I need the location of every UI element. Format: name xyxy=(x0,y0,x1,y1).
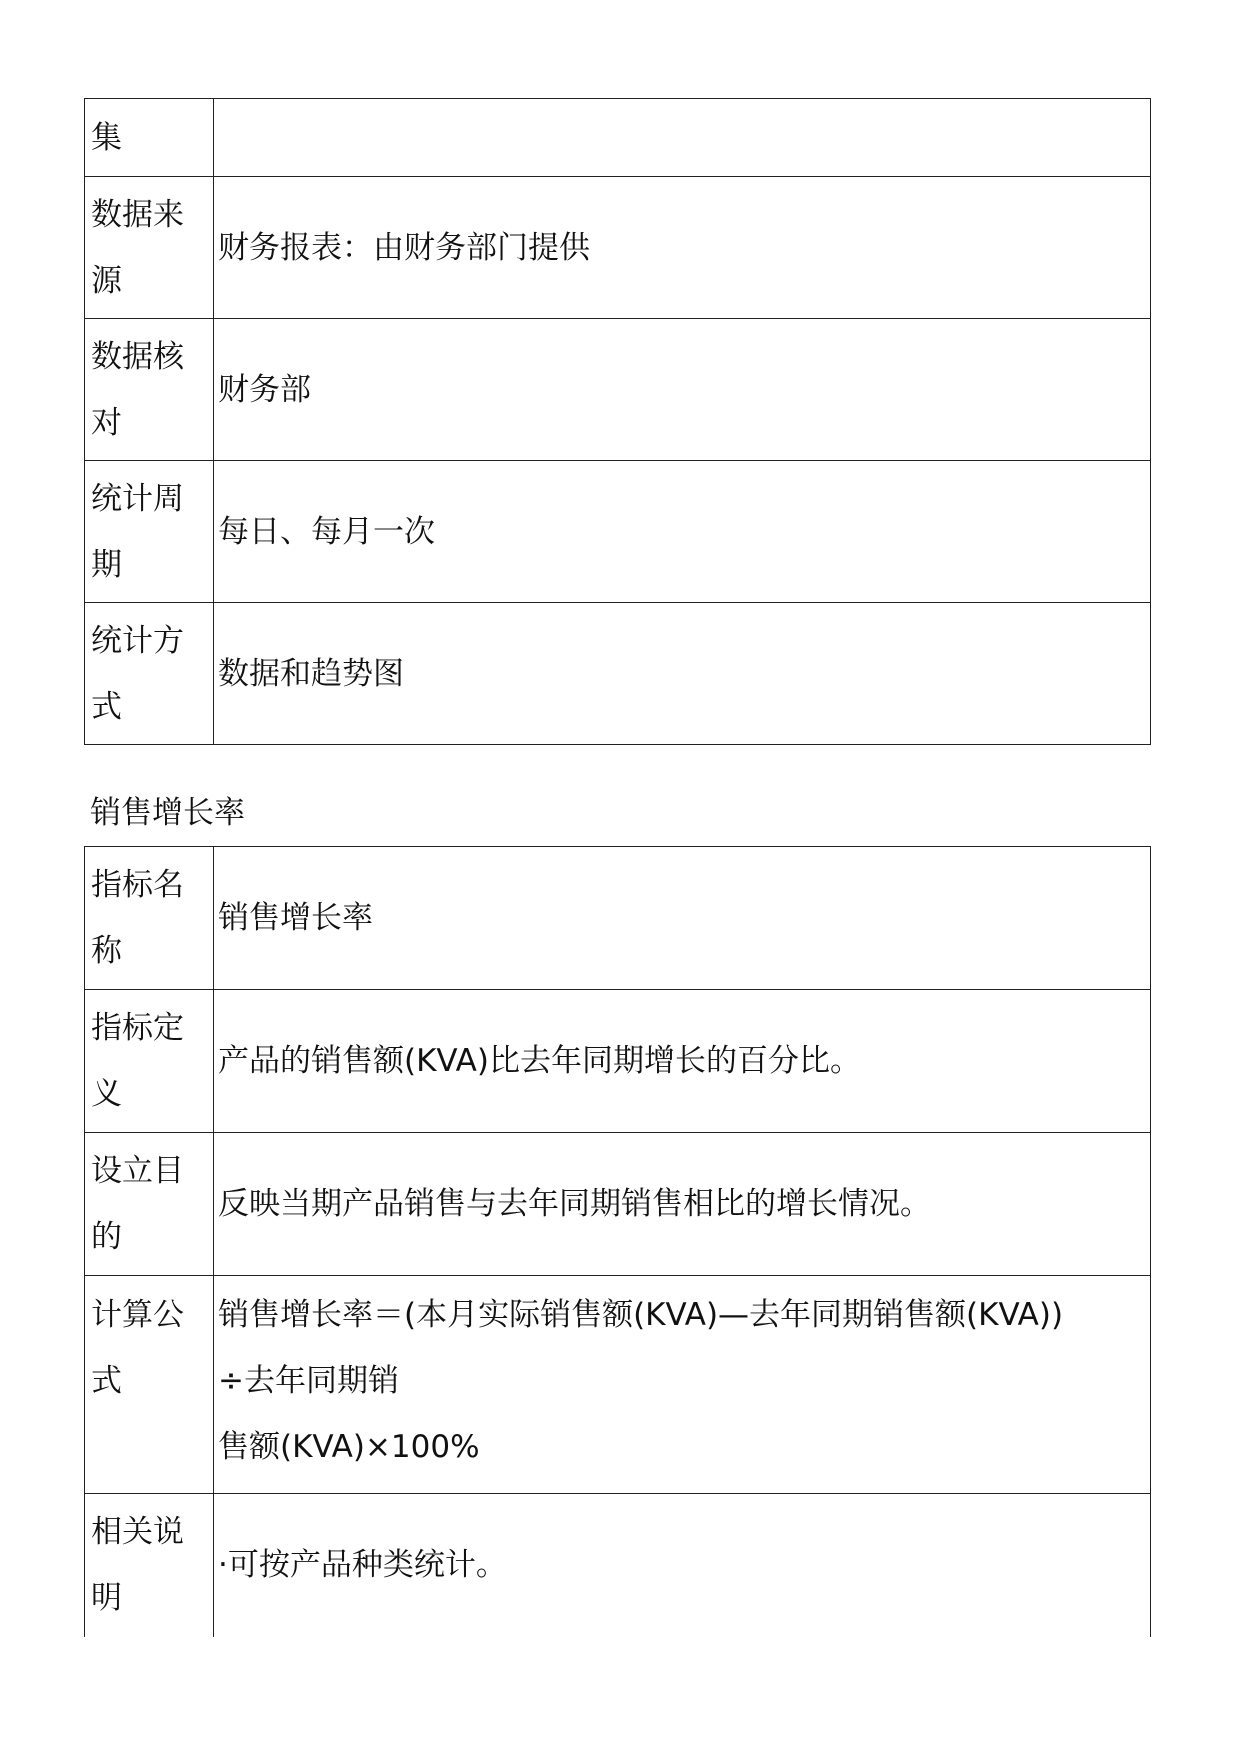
row-label: 统计周期 xyxy=(85,461,214,603)
row-value: 财务部 xyxy=(214,319,1151,461)
row-label: 指标名称 xyxy=(85,847,214,990)
table-row xyxy=(85,847,1151,990)
row-label: 相关说明 xyxy=(85,1494,214,1637)
table-row xyxy=(85,1133,1151,1276)
formula-line: ÷去年同期销 xyxy=(218,1363,399,1399)
table-row xyxy=(85,1494,1151,1637)
row-label: 数据来源 xyxy=(85,177,214,319)
table-row xyxy=(85,319,1151,461)
row-label: 指标定义 xyxy=(85,990,214,1133)
table-row xyxy=(85,461,1151,603)
row-value: ·可按产品种类统计。 xyxy=(214,1494,1151,1637)
table-row xyxy=(85,177,1151,319)
formula-line: 售额(KVA)×100% xyxy=(218,1429,480,1465)
row-value: 反映当期产品销售与去年同期销售相比的增长情况。 xyxy=(214,1133,1151,1276)
row-value: 每日、每月一次 xyxy=(214,461,1151,603)
row-label: 数据核对 xyxy=(85,319,214,461)
row-value xyxy=(214,99,1151,177)
formula-cell xyxy=(214,1276,1151,1494)
row-label: 设立目的 xyxy=(85,1133,214,1276)
row-label: 计算公式 xyxy=(85,1276,214,1494)
info-table-top xyxy=(84,98,1151,745)
row-value: 数据和趋势图 xyxy=(214,603,1151,745)
metric-table-sales-growth xyxy=(84,846,1151,1637)
row-value: 销售增长率 xyxy=(214,847,1151,990)
formula-line: 销售增长率＝(本月实际销售额(KVA)—去年同期销售额(KVA)) xyxy=(218,1297,1064,1333)
table-row xyxy=(85,1276,1151,1494)
row-value: 产品的销售额(KVA)比去年同期增长的百分比。 xyxy=(214,990,1151,1133)
table-row xyxy=(85,99,1151,177)
table-row xyxy=(85,603,1151,745)
section-title: 销售增长率 xyxy=(90,795,245,831)
row-label: 集 xyxy=(85,99,214,177)
table-row xyxy=(85,990,1151,1133)
row-label: 统计方式 xyxy=(85,603,214,745)
row-value: 财务报表：由财务部门提供 xyxy=(214,177,1151,319)
